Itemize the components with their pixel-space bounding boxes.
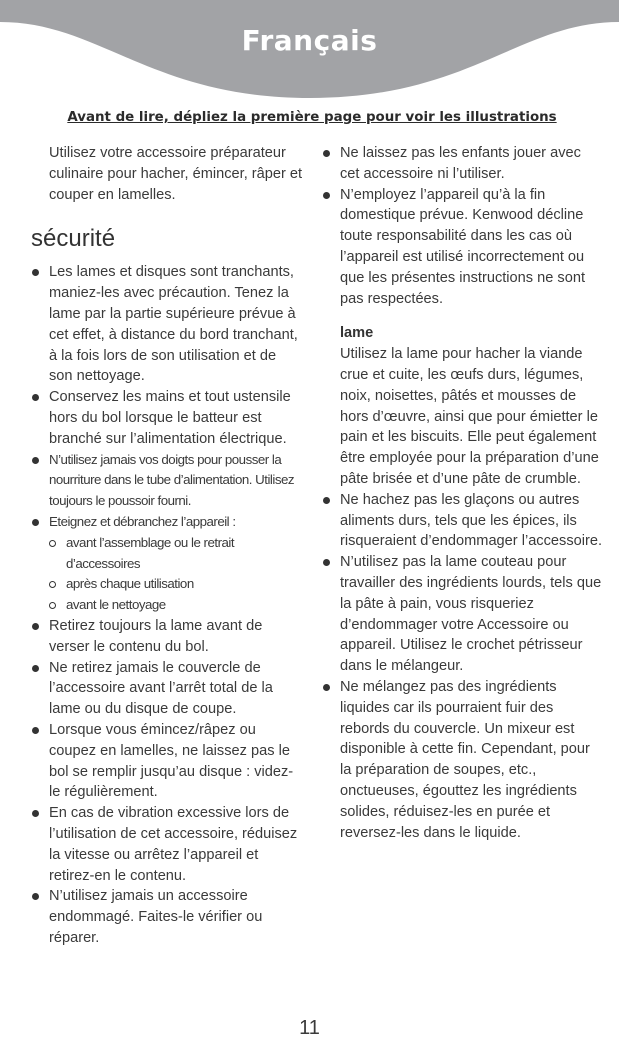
safety-heading: sécurité [31, 225, 116, 253]
blade-warning-item: N’utilisez pas la lame couteau pour travailler des ingrédients lourds, tels que la pâte à pain, vous risqueriez d’endommager votre Accessoire ou appareil. Utilisez le crochet pétrisseur dans le mélangeur. [322, 552, 602, 677]
safety-item: Lorsque vous émincez/râpez ou coupez en lamelles, ne laissez pas le bol se remplir jusqu’au disque : videz-le régulièrement. [31, 720, 303, 803]
left-column [31, 143, 303, 949]
safety-list-continued [322, 143, 602, 309]
page-number: 11 [299, 1017, 320, 1039]
blade-warning-item: Ne mélangez pas des ingrédients liquides car ils pourraient fuir des rebords du couvercle. Un mixeur est disponible à cette fin. Cependant, pour la préparation de soupes, etc., onctueuses, égouttez les ingrédients solides, réduisez-les en purée et reversez-les dans le liquide. [322, 677, 602, 843]
safety-item: Retirez toujours la lame avant de verser le contenu du bol. [31, 616, 303, 658]
right-column [322, 143, 602, 843]
safety-item: N’utilisez jamais un accessoire endommagé. Faites-le vérifier ou réparer. [31, 886, 303, 948]
safety-item-unplug [31, 512, 303, 616]
safety-item: En cas de vibration excessive lors de l’utilisation de cet accessoire, réduisez la vitesse ou arrêtez l’appareil et retirez-en le contenu. [31, 803, 303, 886]
unplug-subitem: avant le nettoyage [49, 595, 303, 616]
blade-warning-item: Ne hachez pas les glaçons ou autres aliments durs, tels que les épices, ils risqueraient d’endommager l’accessoire. [322, 490, 602, 552]
unplug-sublist [49, 533, 303, 616]
safety-item: Les lames et disques sont tranchants, maniez-les avec précaution. Tenez la lame par la partie supérieure prévue à cet effet, à distance du bord tranchant, à la fois lors de son utilisation et de son nettoyage. [31, 262, 303, 387]
safety-item: Ne laissez pas les enfants jouer avec cet accessoire ni l’utiliser. [322, 143, 602, 185]
blade-warning-list [322, 490, 602, 844]
intro-paragraph: Utilisez votre accessoire préparateur culinaire pour hacher, émincer, râper et couper en lamelles. [49, 145, 303, 203]
blade-description: Utilisez la lame pour hacher la viande crue et cuite, les œufs durs, légumes, noix, noisettes, pâtés et mousses de hors d’œuvre, ainsi que pour émietter le pain et les biscuits. Elle peut également être employée pour la préparation d’une pâte brisée et d’une pâte de crumble. [340, 346, 599, 487]
safety-item: Ne retirez jamais le couvercle de l’accessoire avant l’arrêt total de la lame ou du disque de coupe. [31, 658, 303, 720]
blade-heading: lame [340, 325, 374, 342]
safety-item: N’employez l’appareil qu’à la fin domestique prévue. Kenwood décline toute responsabilité dans les cas où l’appareil est utilisé incorrectement ou que les présentes instructions ne sont pas respectées. [322, 185, 602, 310]
unplug-subitem: avant l’assemblage ou le retrait d’accessoires [49, 533, 303, 575]
unplug-subitem: après chaque utilisation [49, 574, 303, 595]
safety-item: N’utilisez jamais vos doigts pour pousser la nourriture dans le tube d’alimentation. Utilisez toujours le poussoir fourni. [31, 450, 303, 512]
fold-out-instruction: Avant de lire, dépliez la première page pour voir les illustrations [67, 110, 557, 125]
unplug-label: Eteignez et débranchez l’appareil : [49, 513, 236, 529]
safety-list [31, 262, 303, 948]
language-title: Français [241, 24, 378, 57]
safety-item: Conservez les mains et tout ustensile hors du bol lorsque le batteur est branché sur l’alimentation électrique. [31, 387, 303, 449]
